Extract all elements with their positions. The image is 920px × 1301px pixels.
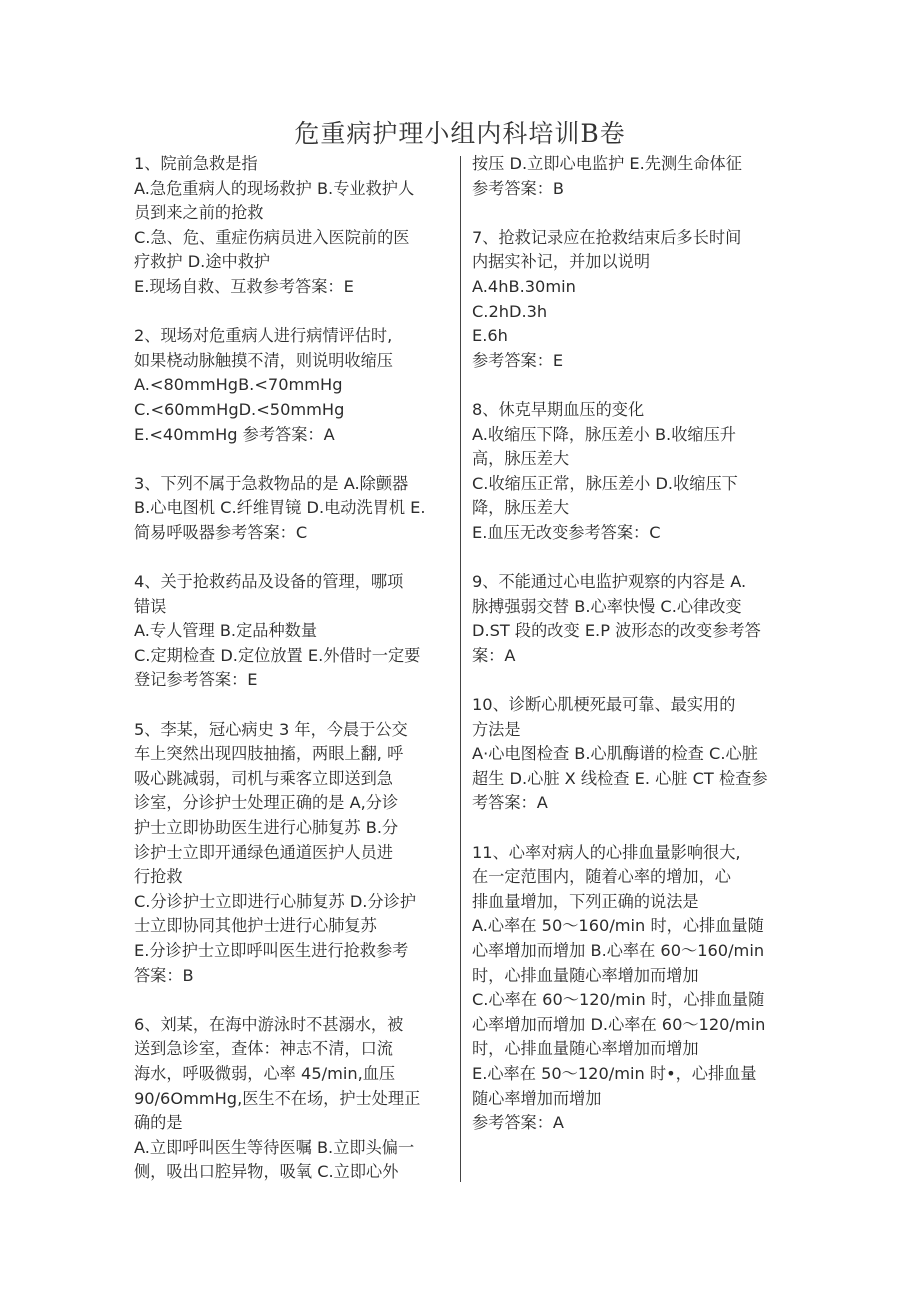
question-text-line: 简易呼吸器参考答案：C (134, 522, 308, 542)
question-spacer (472, 668, 790, 693)
question-text-line: 5、李某，冠心病史 3 年，今晨于公交 (134, 719, 408, 739)
question-block (472, 841, 790, 1136)
question-spacer (134, 546, 452, 571)
question-text-line: 时，心排血量随心率增加而增加 (472, 965, 699, 985)
question-text-line: 吸心跳减弱，司机与乘客立即送到急 (134, 768, 393, 788)
question-text-line: 参考答案：E (472, 350, 564, 370)
question-spacer (134, 447, 452, 472)
question-text-line: 随心率增加而增加 (472, 1088, 602, 1108)
question-block (472, 693, 790, 816)
question-text-line: 9、不能通过心电监护观察的内容是 A. (472, 572, 747, 592)
question-text-line: E.现场自救、互救参考答案：E (134, 276, 354, 296)
question-text-line: 参考答案：B (472, 178, 565, 198)
question-text-line: 脉搏强弱交替 B.心率快慢 C.心律改变 (472, 596, 742, 616)
question-text-line: 护士立即协助医生进行心肺复苏 B.分 (134, 818, 399, 838)
question-block (472, 570, 790, 668)
question-spacer (472, 373, 790, 398)
question-text-line: 4、关于抢救药品及设备的管理，哪项 (134, 572, 404, 592)
question-text-line: 车上突然出现四肢抽搐，两眼上翻, 呼 (134, 744, 404, 764)
question-text-line: 内据实补记，并加以说明 (472, 252, 651, 272)
question-text-line: A.心率在 50～160/min 时，心排血量随 (472, 916, 764, 936)
question-text-line: 行抢救 (134, 867, 183, 887)
question-text-line: A.4hB.30min (472, 276, 576, 296)
question-text-line: 士立即协同其他护士进行心肺复苏 (134, 916, 377, 936)
question-block (134, 472, 452, 546)
question-text-line: 考答案：A (472, 793, 548, 813)
question-text-line: A.立即呼叫医生等待医嘱 B.立即头偏一 (134, 1137, 415, 1157)
question-text-line: E.分诊护士立即呼叫医生进行抢救参考 (134, 941, 409, 960)
question-text-line: 7、抢救记录应在抢救结束后多长时间 (472, 227, 742, 247)
question-text-line: 案：A (472, 645, 516, 665)
question-text-line: B.心电图机 C.纤维胃镜 D.电动洗胃机 E. (134, 498, 426, 518)
question-block (134, 324, 452, 447)
question-text-line: C.定期检查 D.定位放置 E.外借时一定要 (134, 645, 421, 665)
question-block (134, 718, 452, 989)
question-block (472, 398, 790, 546)
document-title: 危重病护理小组内科培训B卷 (294, 119, 626, 148)
question-text-line: 时，心排血量随心率增加而增加 (472, 1039, 699, 1059)
question-text-line: 疗救护 D.途中救护 (134, 252, 271, 272)
question-text-line: 错误 (134, 596, 167, 616)
question-block (134, 570, 452, 693)
question-text-line: 心率增加而增加 D.心率在 60～120/min (472, 1014, 766, 1034)
question-text-line: D.ST 段的改变 E.P 波形态的改变参考答 (472, 621, 761, 641)
question-text-line: C.心率在 60～120/min 时，心排血量随 (472, 990, 765, 1010)
question-text-line: 海水，呼吸微弱，心率 45/min,血压 (134, 1063, 396, 1083)
question-spacer (134, 300, 452, 325)
question-text-line: E.血压无改变参考答案：C (472, 522, 661, 542)
column-divider (460, 156, 461, 1182)
question-text-line: 6、刘某，在海中游泳时不甚溺水，被 (134, 1014, 404, 1034)
question-block (472, 152, 790, 201)
question-text-line: 11、心率对病人的心排血量影响很大, (472, 842, 741, 862)
question-text-line: A.急危重病人的现场救护 B.专业救护人 (134, 178, 415, 198)
question-text-line: E.心率在 50～120/min 时•，心排血量 (472, 1063, 757, 1083)
question-text-line: 排血量增加，下列正确的说法是 (472, 891, 699, 911)
question-text-line: 心率增加而增加 B.心率在 60～160/min (472, 941, 765, 960)
question-text-line: E.<40mmHg 参考答案：A (134, 424, 335, 444)
question-text-line: A.收缩压下降，脉压差小 B.收缩压升 (472, 424, 736, 444)
question-text-line: 8、休克早期血压的变化 (472, 399, 645, 419)
question-block (134, 1013, 452, 1185)
question-text-line: E.6h (472, 326, 508, 346)
question-text-line: C.<60mmHgD.<50mmHg (134, 399, 345, 419)
question-text-line: A·心电图检查 B.心肌酶谱的检查 C.心脏 (472, 744, 758, 764)
question-text-line: 超生 D.心脏 X 线检查 E. 心脏 CT 检查参 (472, 768, 768, 788)
question-spacer (472, 816, 790, 841)
right-column (472, 152, 790, 1136)
question-text-line: A.专人管理 B.定品种数量 (134, 621, 318, 641)
question-spacer (134, 988, 452, 1013)
question-block (472, 226, 790, 374)
question-text-line: C.急、危、重症伤病员进入医院前的医 (134, 227, 410, 247)
question-text-line: 侧，吸出口腔异物，吸氧 C.立即心外 (134, 1162, 399, 1182)
question-text-line: 确的是 (134, 1113, 183, 1133)
question-spacer (472, 201, 790, 226)
question-text-line: C.2hD.3h (472, 301, 548, 321)
question-text-line: 诊护士立即开通绿色通道医护人员进 (134, 842, 393, 862)
question-text-line: 诊室，分诊护士处理正确的是 A,分诊 (134, 793, 399, 813)
question-text-line: 10、诊断心肌梗死最可靠、最实用的 (472, 695, 736, 715)
question-text-line: 降，脉压差大 (472, 498, 570, 518)
question-text-line: 员到来之前的抢救 (134, 203, 264, 223)
question-text-line: 高，脉压差大 (472, 449, 570, 469)
question-block (134, 152, 452, 300)
question-text-line: 3、下列不属于急救物品的是 A.除颤器 (134, 473, 409, 493)
question-text-line: 在一定范围内，随着心率的增加，心 (472, 867, 731, 887)
question-text-line: 2、现场对危重病人进行病情评估时, (134, 326, 393, 346)
question-text-line: 按压 D.立即心电监护 E.先测生命体征 (472, 154, 742, 173)
question-text-line: 登记参考答案：E (134, 670, 258, 690)
question-text-line: C.分诊护士立即进行心肺复苏 D.分诊护 (134, 891, 417, 911)
question-spacer (472, 546, 790, 571)
question-text-line: C.收缩压正常，脉压差小 D.收缩压下 (472, 473, 738, 493)
question-text-line: 方法是 (472, 719, 521, 739)
question-text-line: 答案：B (134, 965, 194, 985)
question-text-line: A.<80mmHgB.<70mmHg (134, 375, 343, 395)
question-text-line: 1、院前急救是指 (134, 154, 258, 173)
left-column (134, 152, 452, 1185)
question-text-line: 90/6OmmHg,医生不在场，护士处理正 (134, 1088, 421, 1108)
question-text-line: 参考答案：A (472, 1113, 565, 1133)
question-text-line: 如果桡动脉触摸不清，则说明收缩压 (134, 350, 393, 370)
question-spacer (134, 693, 452, 718)
question-text-line: 送到急诊室，查体：神志不清，口流 (134, 1039, 393, 1059)
